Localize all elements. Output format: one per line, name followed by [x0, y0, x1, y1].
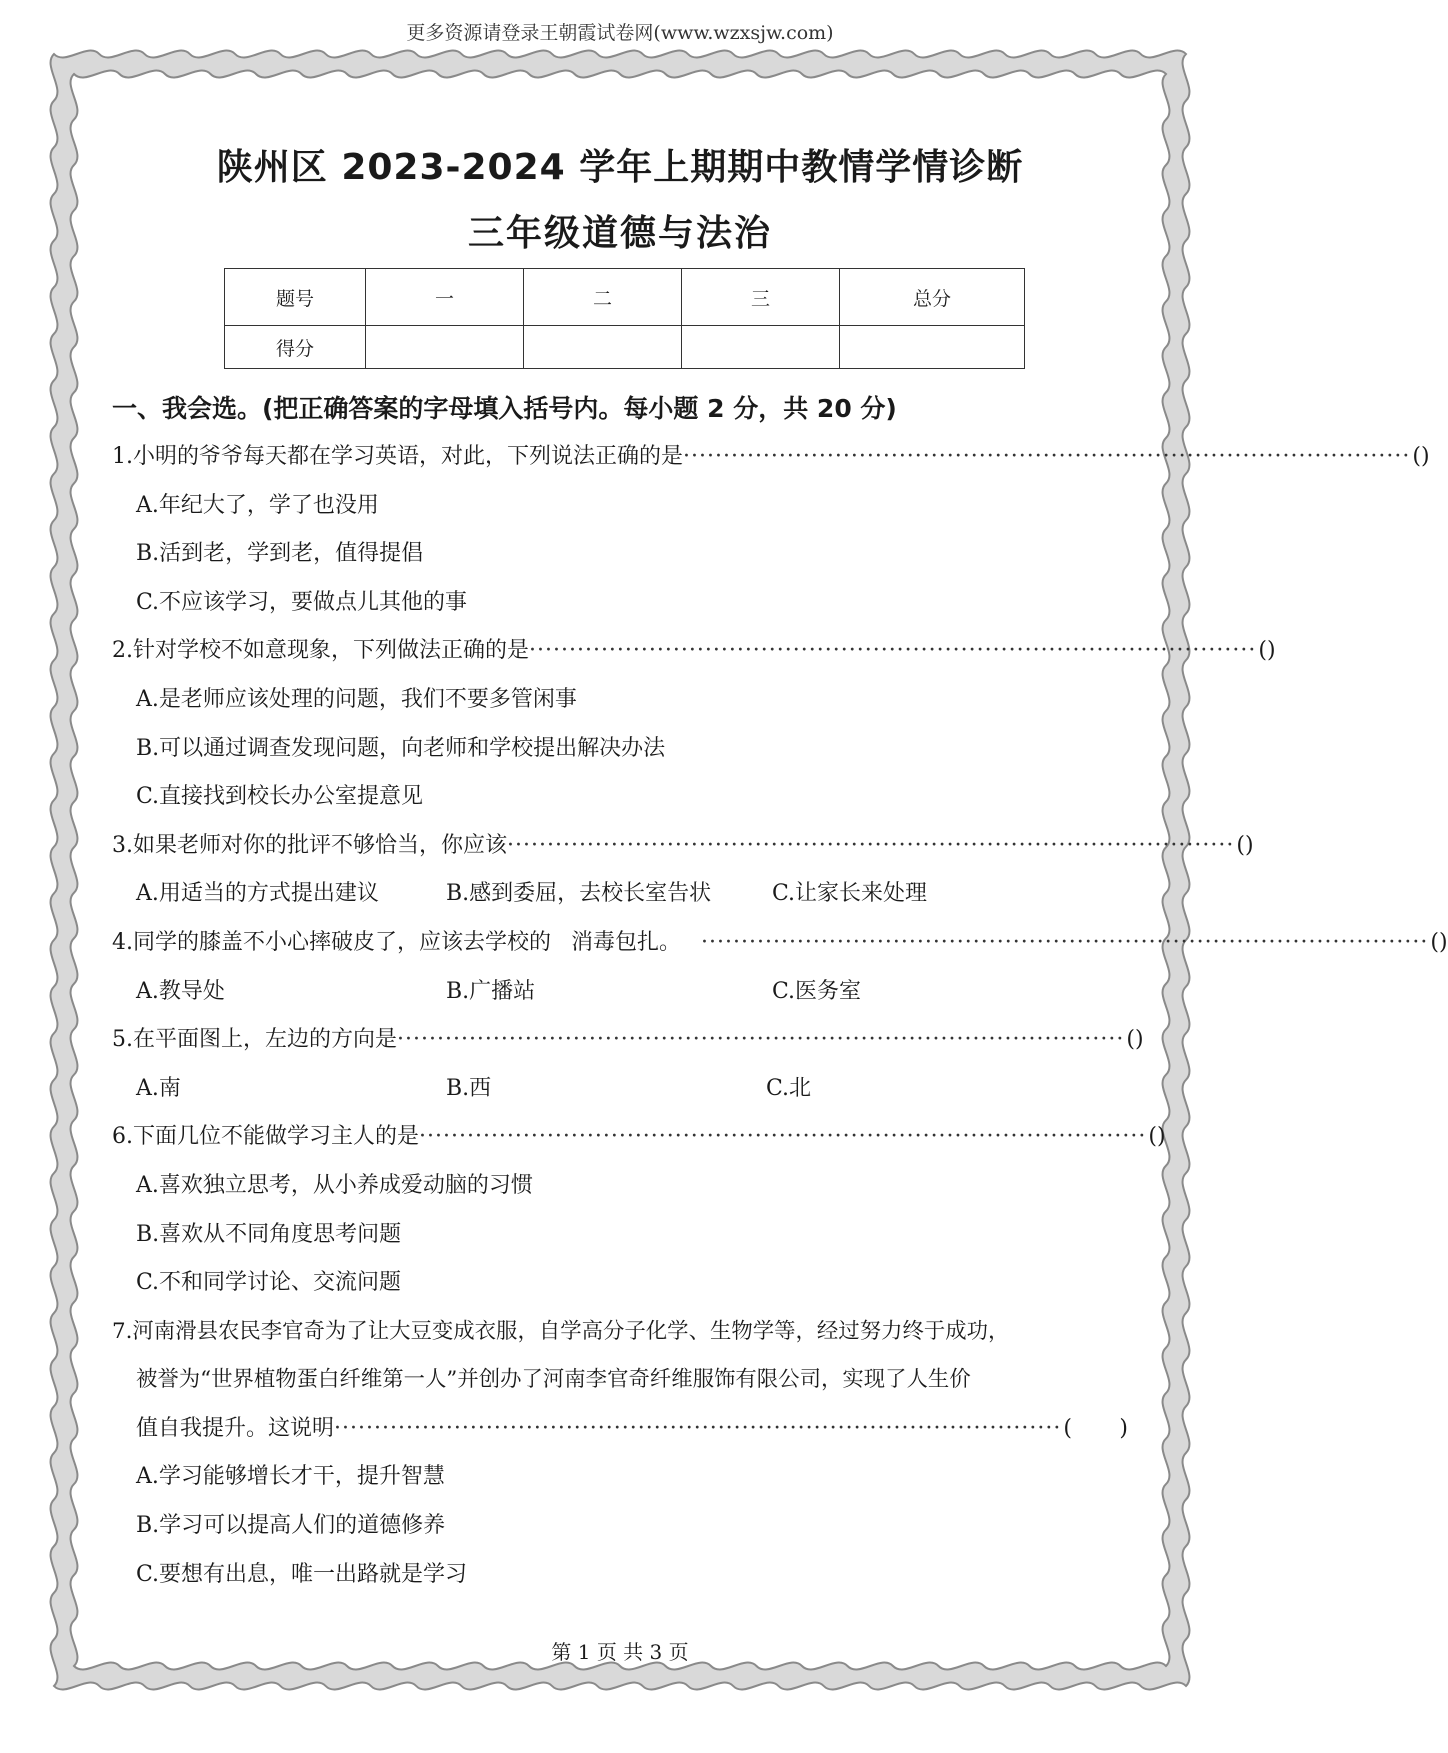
question-stem-continued: 值自我提升。这说明: [136, 1415, 335, 1441]
question-stem-end: 消毒包扎。: [571, 929, 682, 955]
option: C.不和同学讨论、交流问题: [136, 1270, 402, 1296]
option: B.西: [446, 1075, 492, 1101]
answer-parentheses[interactable]: ( ): [1412, 444, 1430, 469]
answer-parentheses[interactable]: ( ): [1063, 1415, 1128, 1441]
option: A.年纪大了，学了也没用: [136, 492, 379, 518]
leader-dots: ···························································································: [701, 929, 1429, 955]
option: B.感到委屈，去校长室告状: [446, 881, 712, 907]
score-cell[interactable]: [840, 326, 1025, 369]
question-list: [112, 433, 1448, 1599]
question-stem-continued: 被誉为“世界植物蛋白纤维第一人”并创办了河南李官奇纤维服饰有限公司，实现了人生价: [136, 1367, 971, 1393]
option: C.医务室: [772, 978, 862, 1004]
leader-dots: ···························································································: [419, 1124, 1147, 1150]
answer-parentheses[interactable]: ( ): [1148, 1124, 1166, 1150]
page-footer: 第 1 页 共 3 页: [551, 1640, 689, 1664]
exam-subtitle: 三年级道德与法治: [467, 213, 772, 254]
answer-parentheses[interactable]: ( ): [1430, 929, 1448, 955]
question-stem: 5.在平面图上，左边的方向是: [112, 1027, 397, 1053]
answer-parentheses[interactable]: ( ): [1126, 1027, 1144, 1053]
score-table-score-row: [225, 326, 1025, 369]
option: C.直接找到校长办公室提意见: [136, 784, 424, 810]
leader-dots: ···························································································: [334, 1415, 1062, 1441]
score-table-header-row: [225, 269, 1025, 326]
question-stem: 2.针对学校不如意现象，下列做法正确的是: [112, 638, 529, 664]
question-stem: 3.如果老师对你的批评不够恰当，你应该: [112, 832, 507, 858]
option: A.教导处: [136, 978, 225, 1004]
option: B.可以通过调查发现问题，向老师和学校提出解决办法: [136, 735, 666, 761]
score-row-label: 得分: [225, 326, 366, 369]
score-table-header: 总分: [840, 269, 1025, 326]
score-table-header: 题号: [225, 269, 366, 326]
question-2: [112, 627, 1276, 821]
leader-dots: ···························································································: [397, 1027, 1125, 1053]
score-table-header: 一: [366, 269, 524, 326]
answer-parentheses[interactable]: ( ): [1236, 832, 1254, 858]
question-stem: 7.河南滑县农民李官奇为了让大豆变成衣服，自学高分子化学、生物学等，经过努力终于成功，: [112, 1318, 1010, 1344]
score-table-header: 三: [682, 269, 840, 326]
score-table: [224, 268, 1025, 369]
header-banner: 更多资源请登录王朝霞试卷网(www.wzxsjw.com): [406, 22, 834, 44]
option: A.是老师应该处理的问题，我们不要多管闲事: [136, 686, 577, 712]
option: B.喜欢从不同角度思考问题: [136, 1221, 402, 1247]
question-1: [112, 433, 1430, 627]
leader-dots: ···························································································: [529, 638, 1257, 664]
question-stem: 1.小明的爷爷每天都在学习英语，对此，下列说法正确的是: [112, 444, 683, 469]
section-1-heading: 一、我会选。(把正确答案的字母填入括号内。每小题 2 分，共 20 分): [112, 394, 897, 423]
question-3: [112, 822, 1254, 919]
option: A.用适当的方式提出建议: [136, 881, 379, 907]
option: C.要想有出息，唯一出路就是学习: [136, 1561, 468, 1587]
exam-content: [112, 140, 1448, 1599]
score-cell[interactable]: [366, 326, 524, 369]
score-cell[interactable]: [524, 326, 682, 369]
exam-title: 陕州区 2023-2024 学年上期期中教情学情诊断: [216, 147, 1024, 188]
option: C.北: [766, 1075, 812, 1101]
option: C.不应该学习，要做点儿其他的事: [136, 589, 468, 615]
question-stem: 4.同学的膝盖不小心摔破皮了，应该去学校的: [112, 929, 551, 955]
question-5: [112, 1016, 1144, 1113]
option: B.广播站: [446, 978, 536, 1004]
option: B.活到老，学到老，值得提倡: [136, 541, 424, 567]
option: B.学习可以提高人们的道德修养: [136, 1513, 446, 1539]
leader-dots: ···························································································: [507, 832, 1235, 858]
question-stem: 6.下面几位不能做学习主人的是: [112, 1124, 419, 1150]
question-4: [112, 919, 1448, 1016]
option: A.喜欢独立思考，从小养成爱动脑的习惯: [136, 1172, 533, 1198]
option: C.让家长来处理: [772, 881, 928, 907]
option: A.南: [136, 1075, 181, 1101]
leader-dots: ···························································································: [683, 444, 1411, 469]
score-table-header: 二: [524, 269, 682, 326]
question-6: [112, 1113, 1166, 1307]
score-cell[interactable]: [682, 326, 840, 369]
question-7: [112, 1308, 1128, 1600]
option: A.学习能够增长才干，提升智慧: [136, 1464, 445, 1490]
answer-parentheses[interactable]: ( ): [1258, 638, 1276, 664]
